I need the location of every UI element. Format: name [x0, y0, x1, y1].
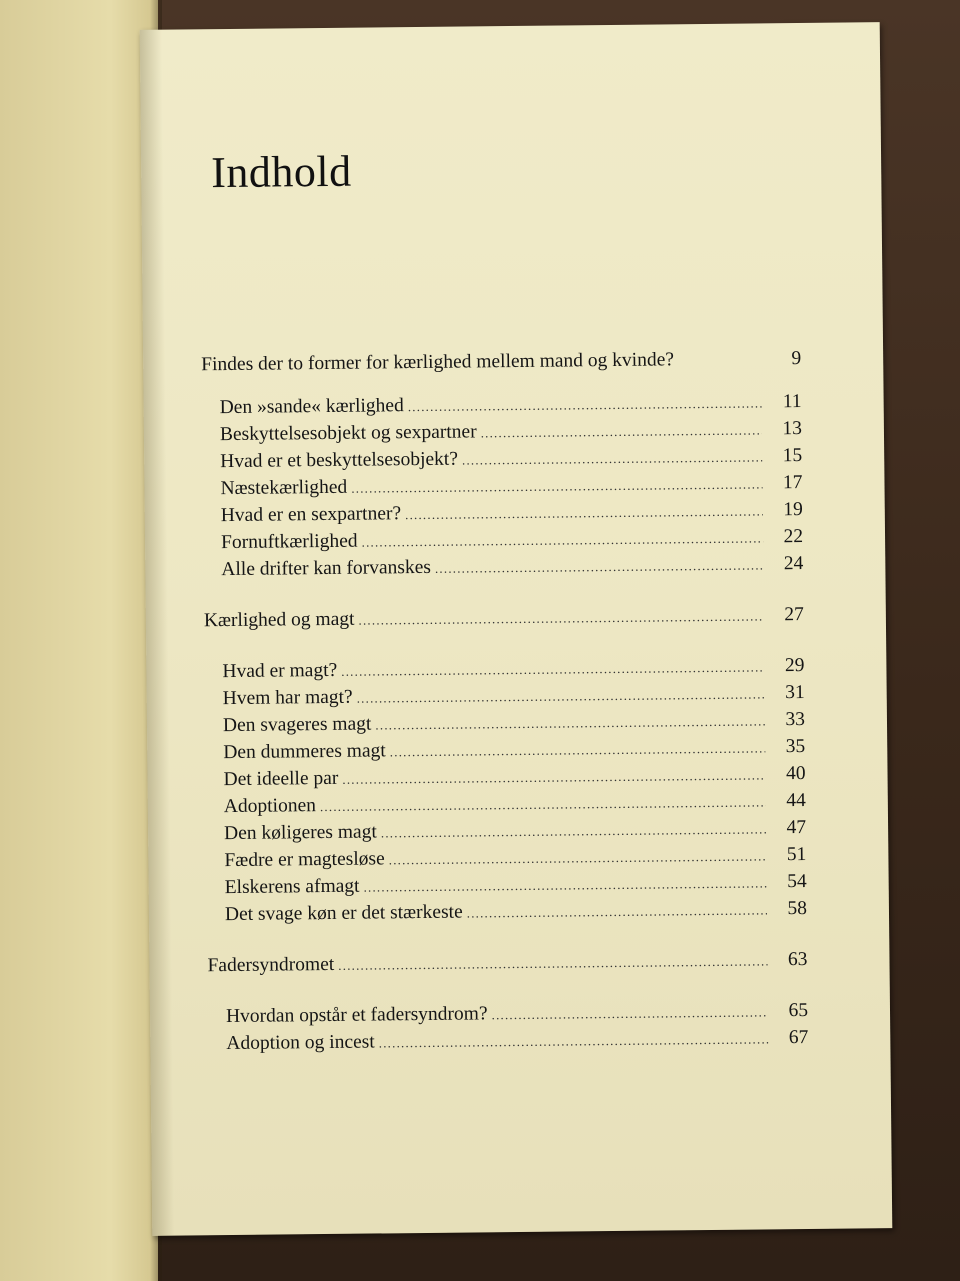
contents-page [140, 22, 893, 1236]
toc-page-number: 17 [782, 471, 803, 494]
dot-leader [379, 1025, 769, 1056]
toc-page-number: 19 [783, 498, 803, 521]
toc-chapter-3 [207, 946, 807, 979]
toc-entry [208, 1024, 808, 1057]
dot-leader [405, 497, 763, 528]
toc-page-number: 35 [785, 735, 806, 758]
toc-page-number: 9 [791, 347, 802, 370]
toc-chapter-label: Kærlighed og magt [203, 608, 355, 632]
dot-leader [338, 947, 768, 978]
dot-leader [357, 680, 765, 711]
toc-chapter-label: Findes der to former for kærlighed mellem mand og kvinde? [201, 349, 675, 376]
dot-leader [363, 869, 766, 900]
toc-entry-label: Elskerens afmagt [224, 875, 360, 899]
dot-leader [361, 524, 763, 555]
toc-page-number: 54 [787, 870, 807, 893]
dot-leader [408, 389, 762, 420]
toc-page-number: 40 [785, 762, 806, 785]
dot-leader [351, 470, 763, 501]
dot-leader [678, 364, 761, 365]
dot-leader [389, 842, 767, 873]
toc-page-number: 44 [786, 789, 806, 812]
toc-page-number: 27 [784, 603, 804, 626]
toc-entry-label: Hvad er et beskyttelsesobjekt? [220, 448, 459, 473]
toc-entry-label: Fornuftkærlighed [220, 530, 358, 554]
dot-leader [358, 602, 764, 633]
toc-entry-label: Den svageres magt [222, 713, 372, 737]
table-of-contents [201, 345, 808, 1057]
toc-page-number: 58 [787, 897, 808, 920]
toc-entry-label: Adoptionen [223, 795, 317, 818]
toc-entry-label: Adoption og incest [226, 1031, 375, 1055]
toc-page-number: 24 [783, 552, 804, 575]
toc-entry-label: Næstekærlighed [220, 476, 348, 500]
toc-page-number: 47 [786, 816, 807, 839]
page-title: Indhold [210, 146, 352, 198]
toc-page-number: 13 [782, 417, 803, 440]
dot-leader [481, 416, 763, 446]
toc-entry-label: Den køligeres magt [224, 821, 377, 845]
toc-page-number: 15 [782, 444, 803, 467]
toc-page-number: 22 [783, 525, 804, 548]
toc-page-number: 51 [786, 843, 807, 866]
toc-page-number: 31 [785, 681, 805, 704]
toc-chapter-2 [204, 601, 804, 634]
toc-page-number: 63 [787, 948, 808, 971]
toc-page-number: 11 [782, 390, 802, 413]
toc-entry-label: Hvad er magt? [222, 659, 338, 683]
toc-page-number: 33 [785, 708, 806, 731]
dot-leader [390, 734, 766, 765]
dot-leader [375, 707, 765, 738]
toc-entry [203, 550, 803, 583]
toc-page-number: 65 [788, 999, 809, 1022]
dot-leader [491, 998, 768, 1028]
toc-chapter-label: Fadersyndromet [207, 953, 335, 977]
toc-entry-label: Hvordan opstår et fadersyndrom? [225, 1003, 488, 1028]
toc-entry [207, 895, 807, 928]
toc-page-number: 67 [788, 1026, 809, 1049]
toc-page-number: 29 [784, 654, 805, 677]
toc-entry-label: Fædre er magtesløse [224, 848, 385, 872]
dot-leader [467, 896, 768, 926]
left-page [0, 0, 158, 1281]
toc-entry-label: Det ideelle par [223, 767, 339, 791]
toc-entry-label: Alle drifter kan forvanskes [221, 556, 432, 581]
toc-entry-label: Den dummeres magt [223, 740, 386, 764]
toc-entry-label: Hvad er en sexpartner? [220, 503, 402, 527]
toc-entry-label: Hvem har magt? [222, 686, 353, 710]
toc-entry-label: Den »sande« kærlighed [219, 395, 404, 419]
toc-entry-label: Det svage køn er det stærkeste [224, 901, 463, 926]
toc-entry-label: Beskyttelsesobjekt og sexpartner [219, 421, 477, 446]
dot-leader [381, 815, 767, 846]
dot-leader [462, 443, 763, 473]
dot-leader [435, 551, 764, 581]
